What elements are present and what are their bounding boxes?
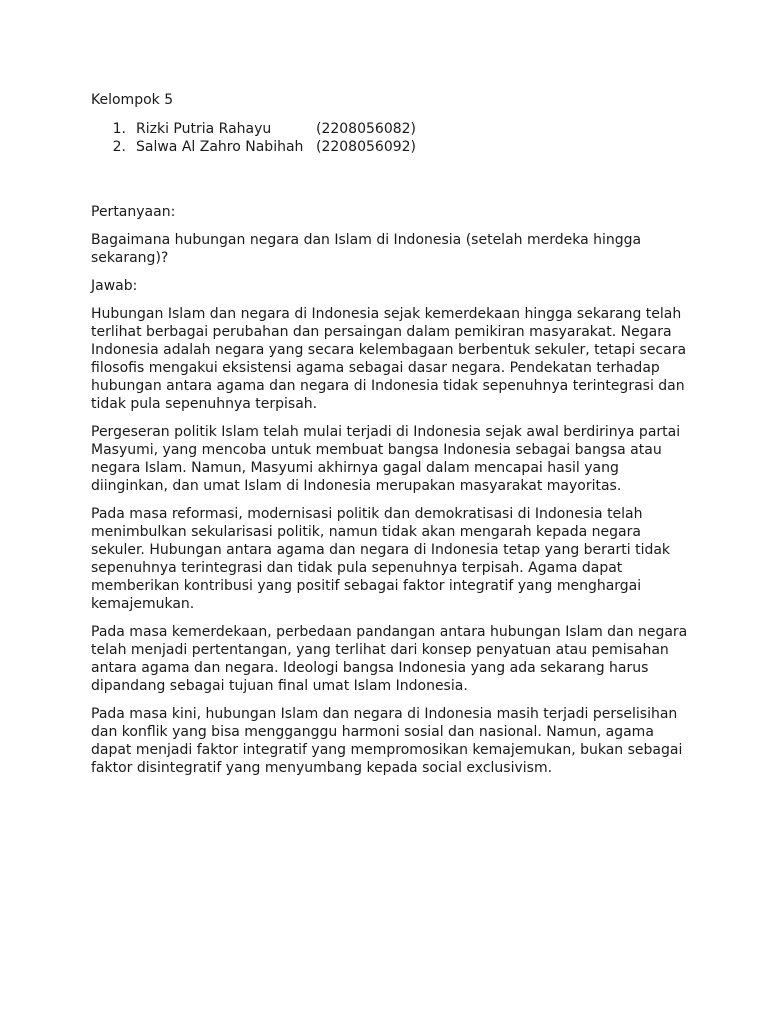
group-title: Kelompok 5 [91,92,174,108]
member-item [91,120,691,138]
answer-paragraph: Pergeseran politik Islam telah mulai terjadi di Indonesia sejak awal berdirinya partai Masyumi, yang mencoba untuk membuat bangsa Indonesia sebagai bangsa atau negara Islam. Namun, Masyumi akhirnya gagal dalam mencapai hasil yang diinginkan, dan umat Islam di Indonesia merupakan masyarakat mayoritas. [91,424,681,494]
answer-paragraph: Pada masa reformasi, modernisasi politik dan demokratisasi di Indonesia telah menimbulkan sekularisasi politik, namun tidak akan mengarah kepada negara sekuler. Hubungan antara agama dan negara di Indonesia tetap yang berarti tidak sepenuhnya terintegrasi dan tidak pula sepenuhnya terpisah. Agama dapat memberikan kontribusi yang positif sebagai faktor integratif yang menghargai kemajemukan. [91,506,671,612]
document-page [91,91,691,787]
member-id: (2208056092) [316,139,416,155]
member-name: Salwa Al Zahro Nabihah [136,139,304,155]
answer-paragraph: Pada masa kini, hubungan Islam dan negara di Indonesia masih terjadi perselisihan dan konflik yang bisa mengganggu harmoni sosial dan nasional. Namun, agama dapat menjadi faktor integratif yang mempromosikan kemajemukan, bukan sebagai faktor disintegratif yang menyumbang kepada social exclusivism. [91,706,683,776]
member-number: 2. [112,139,126,155]
member-id: (2208056082) [316,121,416,137]
member-item [91,138,691,156]
question-label: Pertanyaan: [91,204,176,220]
answer-paragraph: Pada masa kemerdekaan, perbedaan pandangan antara hubungan Islam dan negara telah menjadi pertentangan, yang terlihat dari konsep penyatuan atau pemisahan antara agama dan negara. Ideologi bangsa Indonesia yang ada sekarang harus dipandang sebagai tujuan final umat Islam Indonesia. [91,624,688,694]
member-name: Rizki Putria Rahayu [136,121,272,137]
answer-paragraph: Hubungan Islam dan negara di Indonesia sejak kemerdekaan hingga sekarang telah terlihat berbagai perubahan dan persaingan dalam pemikiran masyarakat. Negara Indonesia adalah negara yang secara kelembagaan berbentuk sekuler, tetapi secara filosofis mengakui eksistensi agama sebagai dasar negara. Pendekatan terhadap hubungan antara agama dan negara di Indonesia tidak sepenuhnya terintegrasi dan tidak pula sepenuhnya terpisah. [91,306,687,412]
member-number: 1. [112,121,126,137]
member-list [91,120,691,156]
answer-label: Jawab: [91,278,138,294]
question-text: Bagaimana hubungan negara dan Islam di Indonesia (setelah merdeka hingga sekarang)? [91,232,642,266]
